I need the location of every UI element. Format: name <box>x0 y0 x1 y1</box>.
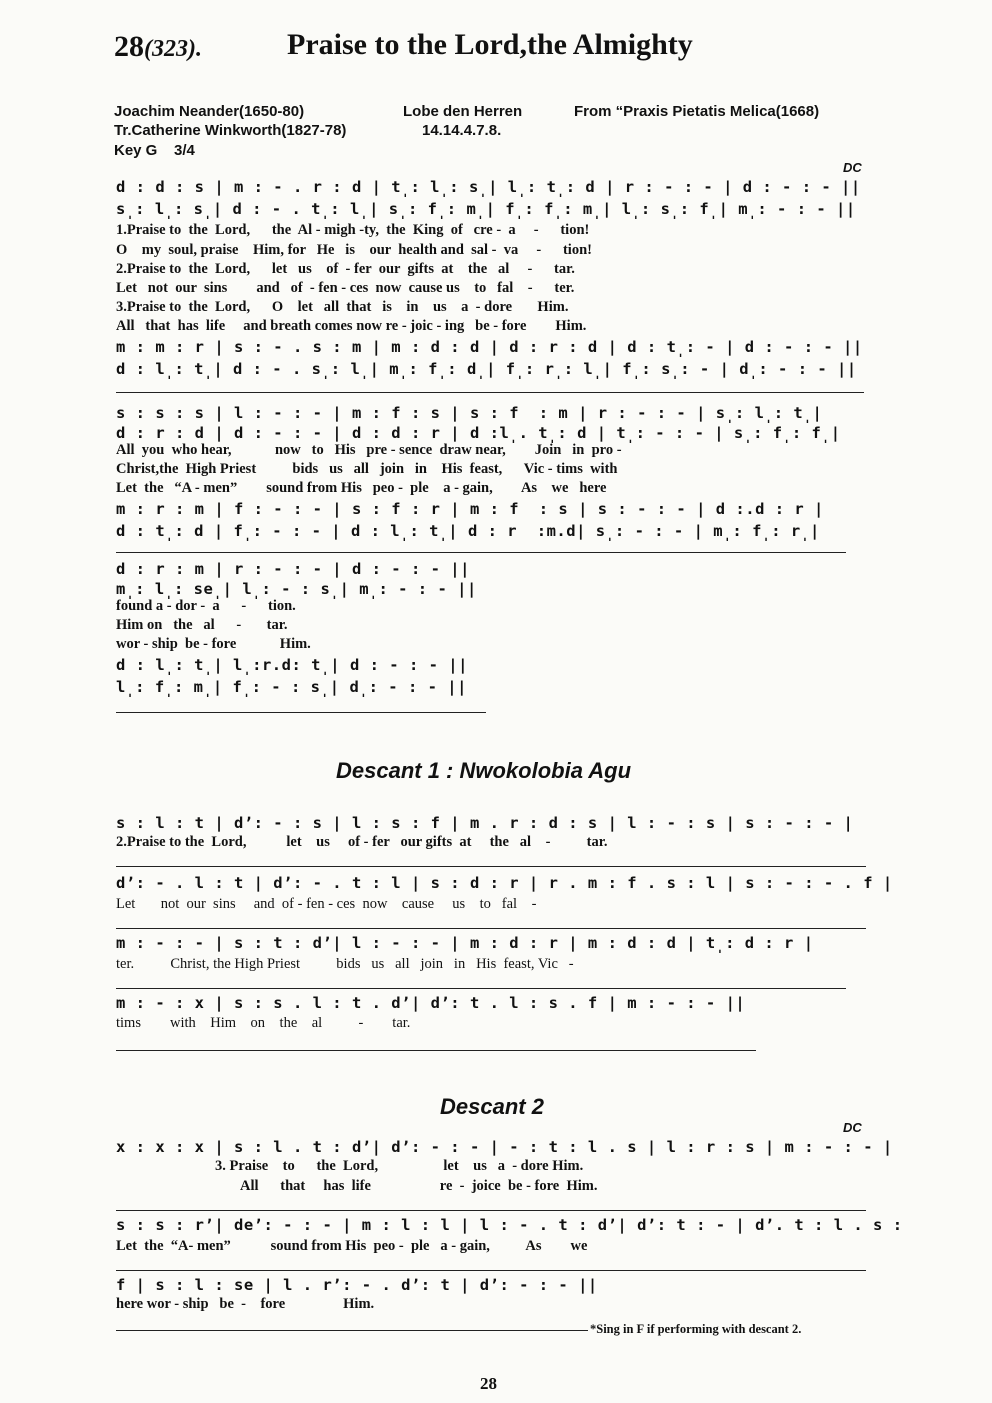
lyric-line: found a - dor - a - tion. <box>116 598 296 614</box>
hymn-number: 28(323). <box>114 30 202 63</box>
line-divider <box>116 928 866 929</box>
system-divider <box>116 712 486 713</box>
lyric-verse-2a: 2.Praise to the Lord, let us of - fer our gifts at the al - tar. <box>116 261 575 277</box>
dc-marker: DC <box>843 1120 862 1135</box>
lyric-verse-3b: All that has life and breath comes now re - joic - ing be - fore Him. <box>116 318 587 334</box>
system-divider <box>116 552 846 553</box>
line-divider <box>116 1270 866 1271</box>
line-divider <box>116 1210 866 1211</box>
descant-notes: m : - : x | s : s . l : t . dʼ| dʼ: t . l : s . f | m : - : - || <box>116 994 746 1012</box>
meter: 14.14.4.7.8. <box>422 122 502 139</box>
descant-words: here wor - ship be - fore Him. <box>116 1296 375 1312</box>
bass-line: d : l̩: t̩| d : - . s̩: l̩| m̩: f̩: d̩| f̩: r̩: l̩| f̩: s̩: - | d̩: - : - || <box>116 360 857 378</box>
descant-words: 3. Praise to the Lord, let us a - dore Him. <box>215 1158 584 1174</box>
line-divider <box>116 988 846 989</box>
descant-2-heading: Descant 2 <box>440 1094 544 1119</box>
hymn-title: Praise to the Lord,the Almighty <box>287 28 693 61</box>
line-divider <box>116 866 866 867</box>
key-signature: Key G 3/4 <box>114 142 195 159</box>
descant-notes: m : - : - | s : t : dʼ| l : - : - | m : d : r | m : d : d | t̩: d : r | <box>116 934 814 952</box>
system-divider <box>116 392 864 393</box>
bass-line: d : t̩: d | f̩: - : - | d : l̩: t̩| d : r :m.d| s̩: - : - | m̩: f̩: r̩| <box>116 522 820 540</box>
lyric-line: All you who hear, now to His pre - sence draw near, Join in pro - <box>116 442 622 458</box>
descant-words: tims with Him on the al - tar. <box>116 1015 411 1031</box>
lyric-verse-2b: Let not our sins and of - fen - ces now cause us to fal - ter. <box>116 280 575 296</box>
tenor-line: m : r : m | f : - : - | s : f : r | m : f : s | s : - : - | d :.d : r | <box>116 500 824 518</box>
bass-line: l̩: f̩: m̩| f̩: - : s̩| d̩: - : - || <box>116 678 467 696</box>
soprano-line: d : d : s | m : - . r : d | t̩: l̩: s̩| l̩: t̩: d | r : - : - | d : - : - || <box>116 178 861 196</box>
descant-notes: s : s : rʼ| deʼ: - : - | m : l : l | l : - . t : dʼ| dʼ: t : - | dʼ. t : l . s : <box>116 1216 903 1234</box>
dc-marker: DC <box>843 160 862 175</box>
soprano-line: s : s : s | l : - : - | m : f : s | s : f : m | r : - : - | s̩: l̩: t̩| <box>116 404 823 422</box>
page-number: 28 <box>480 1374 497 1393</box>
descant-words: ter. Christ, the High Priest bids us all join in His feast, Vic - <box>116 956 574 972</box>
lyric-verse-1a: 1.Praise to the Lord, the Al - migh -ty, the King of cre - a - tion! <box>116 222 590 238</box>
lyric-line: wor - ship be - fore Him. <box>116 636 311 652</box>
translator: Tr.Catherine Winkworth(1827-78) <box>114 122 347 139</box>
lyric-verse-1b: O my soul, praise Him, for He is our health and sal - va - tion! <box>116 242 592 258</box>
lyric-line: Christ,the High Priest bids us all join in His feast, Vic - tims with <box>116 461 618 477</box>
lyric-line: Him on the al - tar. <box>116 617 288 633</box>
alto-line: m̩: l̩: se̩| l̩: - : s̩| m̩: - : - || <box>116 580 477 598</box>
lyric-verse-3a: 3.Praise to the Lord, O let all that is in us a - dore Him. <box>116 299 569 315</box>
footnote: *Sing in F if performing with descant 2. <box>590 1322 802 1336</box>
descant-notes: f | s : l : se | l . rʼ: - . dʼ: t | dʼ: - : - || <box>116 1276 598 1294</box>
descant-notes: dʼ: - . l : t | dʼ: - . t : l | s : d : r | r . m : f . s : l | s : - : - . f | <box>116 874 893 892</box>
tenor-line: d : l̩: t̩| l̩:r.d: t̩| d : - : - || <box>116 656 468 674</box>
descant-1-heading: Descant 1 : Nwokolobia Agu <box>336 758 632 783</box>
descant-words: Let not our sins and of - fen - ces now cause us to fal - <box>116 896 537 912</box>
lyric-line: Let the “A - men” sound from His peo - ple a - gain, As we here <box>116 480 607 496</box>
line-divider <box>116 1330 588 1331</box>
alto-line: s̩: l̩: s̩| d : - . t̩: l̩| s̩: f̩: m̩| f̩: f̩: m̩| l̩: s̩: f̩| m̩: - : - || <box>116 200 856 218</box>
hymn-alt-number: (323). <box>144 36 202 62</box>
line-divider <box>116 1050 756 1051</box>
tenor-line: m : m : r | s : - . s : m | m : d : d | d : r : d | d : t̩: - | d : - : - || <box>116 338 863 356</box>
soprano-line: d : r : m | r : - : - | d : - : - || <box>116 560 470 578</box>
descant-words: 2.Praise to the Lord, let us of - fer our gifts at the al - tar. <box>116 834 608 850</box>
descant-words: Let the “A- men” sound from His peo - ple a - gain, As we <box>116 1238 588 1254</box>
descant-notes: x : x : x | s : l . t : dʼ| dʼ: - : - | - : t : l . s | l : r : s | m : - : - | <box>116 1138 893 1156</box>
tune-source: From “Praxis Pietatis Melica(1668) <box>574 103 820 120</box>
tune-name: Lobe den Herren <box>403 103 523 120</box>
descant-words: All that has life re - joice be - fore Him. <box>240 1178 598 1194</box>
descant-notes: s : l : t | dʼ: - : s | l : s : f | m . r : d : s | l : - : s | s : - : - | <box>116 814 854 832</box>
author: Joachim Neander(1650-80) <box>114 103 305 120</box>
alto-line: d : r : d | d : - : - | d : d : r | d :l̩. t̩: d | t̩: - : - | s̩: f̩: f̩| <box>116 424 841 442</box>
